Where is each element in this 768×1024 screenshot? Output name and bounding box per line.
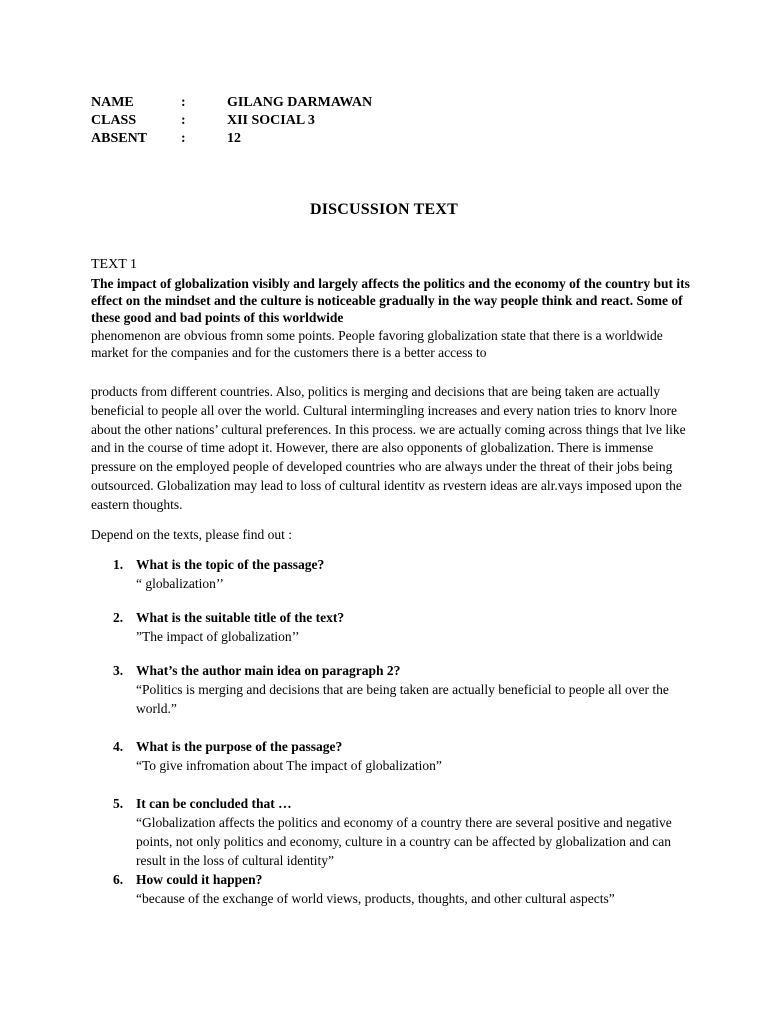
instruction-text: Depend on the texts, please find out : bbox=[91, 527, 292, 542]
question-text: What’s the author main idea on paragraph 2? bbox=[136, 663, 401, 678]
question-item-2 bbox=[113, 608, 693, 646]
name-row bbox=[91, 94, 372, 112]
question-text: It can be concluded that … bbox=[136, 796, 292, 811]
question-item-3 bbox=[113, 661, 693, 718]
question-number: 4. bbox=[113, 739, 124, 754]
answer-text: “because of the exchange of world views, products, thoughts, and other cultural aspects” bbox=[136, 891, 615, 906]
question-item-1 bbox=[113, 555, 693, 593]
intro-bold-text: The impact of globalization visibly and largely affects the politics and the economy of the country but its effect on the mindset and the culture is noticeable gradually in the way people think and react. Some of these good and bad points of this worldwide bbox=[91, 276, 690, 326]
class-row bbox=[91, 112, 372, 130]
absent-colon: : bbox=[181, 131, 186, 146]
question-number: 5. bbox=[113, 796, 124, 811]
absent-value: 12 bbox=[227, 131, 241, 146]
absent-label: ABSENT bbox=[91, 131, 148, 146]
document-title: DISCUSSION TEXT bbox=[309, 201, 459, 218]
question-text: What is the suitable title of the text? bbox=[136, 610, 345, 625]
answer-text: ”The impact of globalization’’ bbox=[136, 629, 300, 644]
question-number: 6. bbox=[113, 872, 124, 887]
absent-row bbox=[91, 130, 372, 148]
answer-text: “To give infromation about The impact of globalization” bbox=[136, 758, 442, 773]
question-text: What is the topic of the passage? bbox=[136, 557, 325, 572]
name-label: NAME bbox=[91, 95, 134, 110]
intro-normal-text: phenomenon are obvious fromn some points. People favoring globalization state that there is a worldwide market for the companies and for the customers there is a better access to bbox=[91, 327, 663, 360]
class-value: XII SOCIAL 3 bbox=[227, 113, 315, 128]
question-number: 1. bbox=[113, 557, 124, 572]
answer-text: “Globalization affects the politics and economy of a country there are several positive and negative points, not only politics and economy, culture in a country can be affected by globalization and can result in the loss of cultural identity” bbox=[136, 815, 672, 868]
text-label: TEXT 1 bbox=[91, 257, 138, 272]
class-label: CLASS bbox=[91, 113, 137, 128]
answer-text: “ globalization’’ bbox=[136, 576, 224, 591]
question-item-6 bbox=[113, 870, 693, 908]
intro-paragraph bbox=[91, 275, 691, 361]
question-item-4 bbox=[113, 737, 693, 775]
second-paragraph: products from different countries. Also, politics is merging and decisions that are being taken are actually beneficial to people all over the world. Cultural intermingling increases and every nation tries to knorv lnore about the other nations’ cultural preferences. In this process. we are actually coming across things that lve like and in the course of time adopt it. However, there are also opponents of globalization. There is immense pressure on the employed people of developed countries who are always under the threat of their jobs being outsourced. Globalization may lead to loss of cultural identitv as rvestern ideas are alr.vays imposed upon the eastern thoughts. bbox=[91, 384, 686, 512]
question-item-5 bbox=[113, 794, 693, 870]
question-text: How could it happen? bbox=[136, 872, 263, 887]
answer-text: “Politics is merging and decisions that are being taken are actually beneficial to people all over the world.” bbox=[136, 682, 669, 716]
question-text: What is the purpose of the passage? bbox=[136, 739, 343, 754]
name-colon: : bbox=[181, 95, 186, 110]
question-number: 2. bbox=[113, 610, 124, 625]
class-colon: : bbox=[181, 113, 186, 128]
student-info bbox=[91, 94, 372, 148]
question-number: 3. bbox=[113, 663, 124, 678]
name-value: GILANG DARMAWAN bbox=[227, 95, 373, 110]
